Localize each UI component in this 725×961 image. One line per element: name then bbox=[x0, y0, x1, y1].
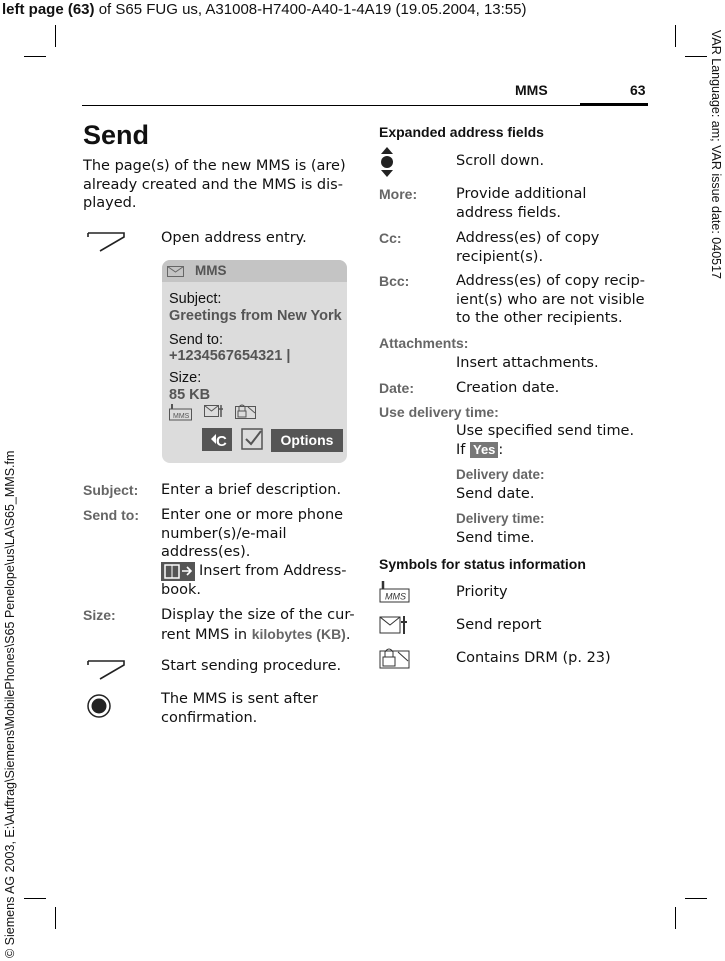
header-rule-accent bbox=[580, 103, 648, 106]
screen-sendto-value: +1234567654321 | bbox=[169, 348, 291, 364]
sendto-insert: Insert from Address-book. bbox=[161, 563, 347, 598]
priority-text: Priority bbox=[456, 584, 508, 600]
intro-text: The page(s) of the new MMS is (are) already created and the MMS is dis-played. bbox=[83, 158, 346, 211]
delivery-date-label: Delivery date: bbox=[456, 467, 545, 482]
joystick-scroll-icon bbox=[379, 146, 395, 178]
section-title: MMS bbox=[515, 82, 548, 98]
if-colon: : bbox=[498, 442, 504, 458]
header-left-bold: left page (63) bbox=[2, 1, 95, 18]
if-text: If bbox=[456, 442, 466, 458]
yes-softkey: Yes bbox=[470, 442, 498, 458]
crop-mark bbox=[55, 907, 56, 929]
use-delivery-if bbox=[456, 441, 503, 460]
crop-mark bbox=[55, 25, 56, 47]
attachments-label: Attachments: bbox=[379, 335, 469, 351]
subject-text: Enter a brief description. bbox=[161, 482, 342, 498]
more-label: More: bbox=[379, 186, 418, 202]
size-label: Size: bbox=[83, 607, 116, 623]
call-key-icon bbox=[84, 651, 130, 681]
document-header bbox=[2, 0, 526, 18]
drm-icon bbox=[379, 646, 411, 670]
screen-titlebar bbox=[162, 260, 347, 282]
sendto-label: Send to: bbox=[83, 507, 139, 523]
page-number: 63 bbox=[630, 82, 646, 98]
drm-text: Contains DRM (p. 23) bbox=[456, 650, 611, 666]
drm-icon bbox=[235, 403, 259, 420]
use-delivery-text: Use specified send time. bbox=[456, 423, 635, 439]
send-report-text: Send report bbox=[456, 617, 542, 633]
crop-mark bbox=[675, 907, 676, 929]
bcc-text: Address(es) of copy recip-ient(s) who are not visible to the other recipients. bbox=[456, 273, 645, 326]
bcc-label: Bcc: bbox=[379, 273, 410, 289]
joystick-press-icon bbox=[86, 693, 112, 719]
svg-text:C: C bbox=[216, 433, 227, 450]
screen-size-value: 85 KB bbox=[169, 387, 211, 403]
side-note-left: © Siemens AG 2003, E:\Auftrag\Siemens\MobilePhones\S65 Penelope\us\LA\S65_MMS.fm bbox=[3, 450, 17, 958]
screen-subject-label: Subject: bbox=[169, 291, 222, 307]
screen-sendto-label: Send to: bbox=[169, 332, 224, 348]
step-sent-confirmation: The MMS is sent after confirmation. bbox=[161, 691, 318, 726]
header-rule bbox=[82, 105, 648, 106]
header-left-rest: of S65 FUG us, A31008-H7400-A40-1-4A19 (19.05.2004, 13:55) bbox=[94, 1, 527, 18]
call-key-icon bbox=[84, 223, 130, 253]
delivery-time-text: Send time. bbox=[456, 530, 535, 546]
clear-icon bbox=[202, 428, 232, 451]
priority-icon bbox=[379, 580, 411, 604]
use-delivery-label: Use delivery time: bbox=[379, 404, 499, 420]
sendto-text: Enter one or more phone number(s)/e-mail address(es). bbox=[161, 507, 344, 560]
crop-mark bbox=[685, 898, 707, 899]
attachments-text: Insert attachments. bbox=[456, 355, 599, 371]
svg-text:MMS: MMS bbox=[385, 591, 406, 602]
priority-icon bbox=[169, 403, 193, 421]
step-open-address: Open address entry. bbox=[161, 230, 307, 246]
options-button[interactable]: Options bbox=[271, 429, 343, 452]
side-note-right: VAR Language: am; VAR issue date: 040517 bbox=[709, 30, 723, 280]
subject-label: Subject: bbox=[83, 482, 139, 498]
expanded-heading: Expanded address fields bbox=[379, 124, 544, 140]
symbols-heading: Symbols for status information bbox=[379, 556, 586, 572]
size-text bbox=[161, 606, 356, 644]
send-report-icon bbox=[204, 403, 226, 419]
screen-size-label: Size: bbox=[169, 370, 202, 386]
size-text-a: Display the size of the cur-rent MMS in bbox=[161, 607, 355, 643]
delivery-time-label: Delivery time: bbox=[456, 511, 545, 526]
screen-title: MMS bbox=[195, 263, 227, 278]
page-title: Send bbox=[83, 120, 150, 150]
size-text-unit: kilobytes (KB) bbox=[251, 625, 346, 642]
envelope-icon bbox=[167, 266, 185, 278]
crop-mark bbox=[685, 56, 707, 57]
step-start-sending: Start sending procedure. bbox=[161, 658, 342, 674]
checkbox-icon[interactable] bbox=[241, 428, 263, 450]
crop-mark bbox=[675, 25, 676, 47]
date-text: Creation date. bbox=[456, 380, 560, 396]
send-report-icon bbox=[379, 614, 409, 636]
crop-mark bbox=[24, 56, 46, 57]
crop-mark bbox=[24, 898, 46, 899]
scroll-text: Scroll down. bbox=[456, 153, 545, 169]
size-text-c: . bbox=[345, 626, 351, 643]
delivery-date-text: Send date. bbox=[456, 486, 535, 502]
svg-text:MMS: MMS bbox=[173, 413, 190, 420]
screen-subject-value: Greetings from New York bbox=[169, 308, 342, 324]
date-label: Date: bbox=[379, 380, 415, 396]
cc-label: Cc: bbox=[379, 230, 402, 246]
more-text: Provide additional address fields. bbox=[456, 186, 587, 221]
cc-text: Address(es) of copy recipient(s). bbox=[456, 230, 600, 265]
